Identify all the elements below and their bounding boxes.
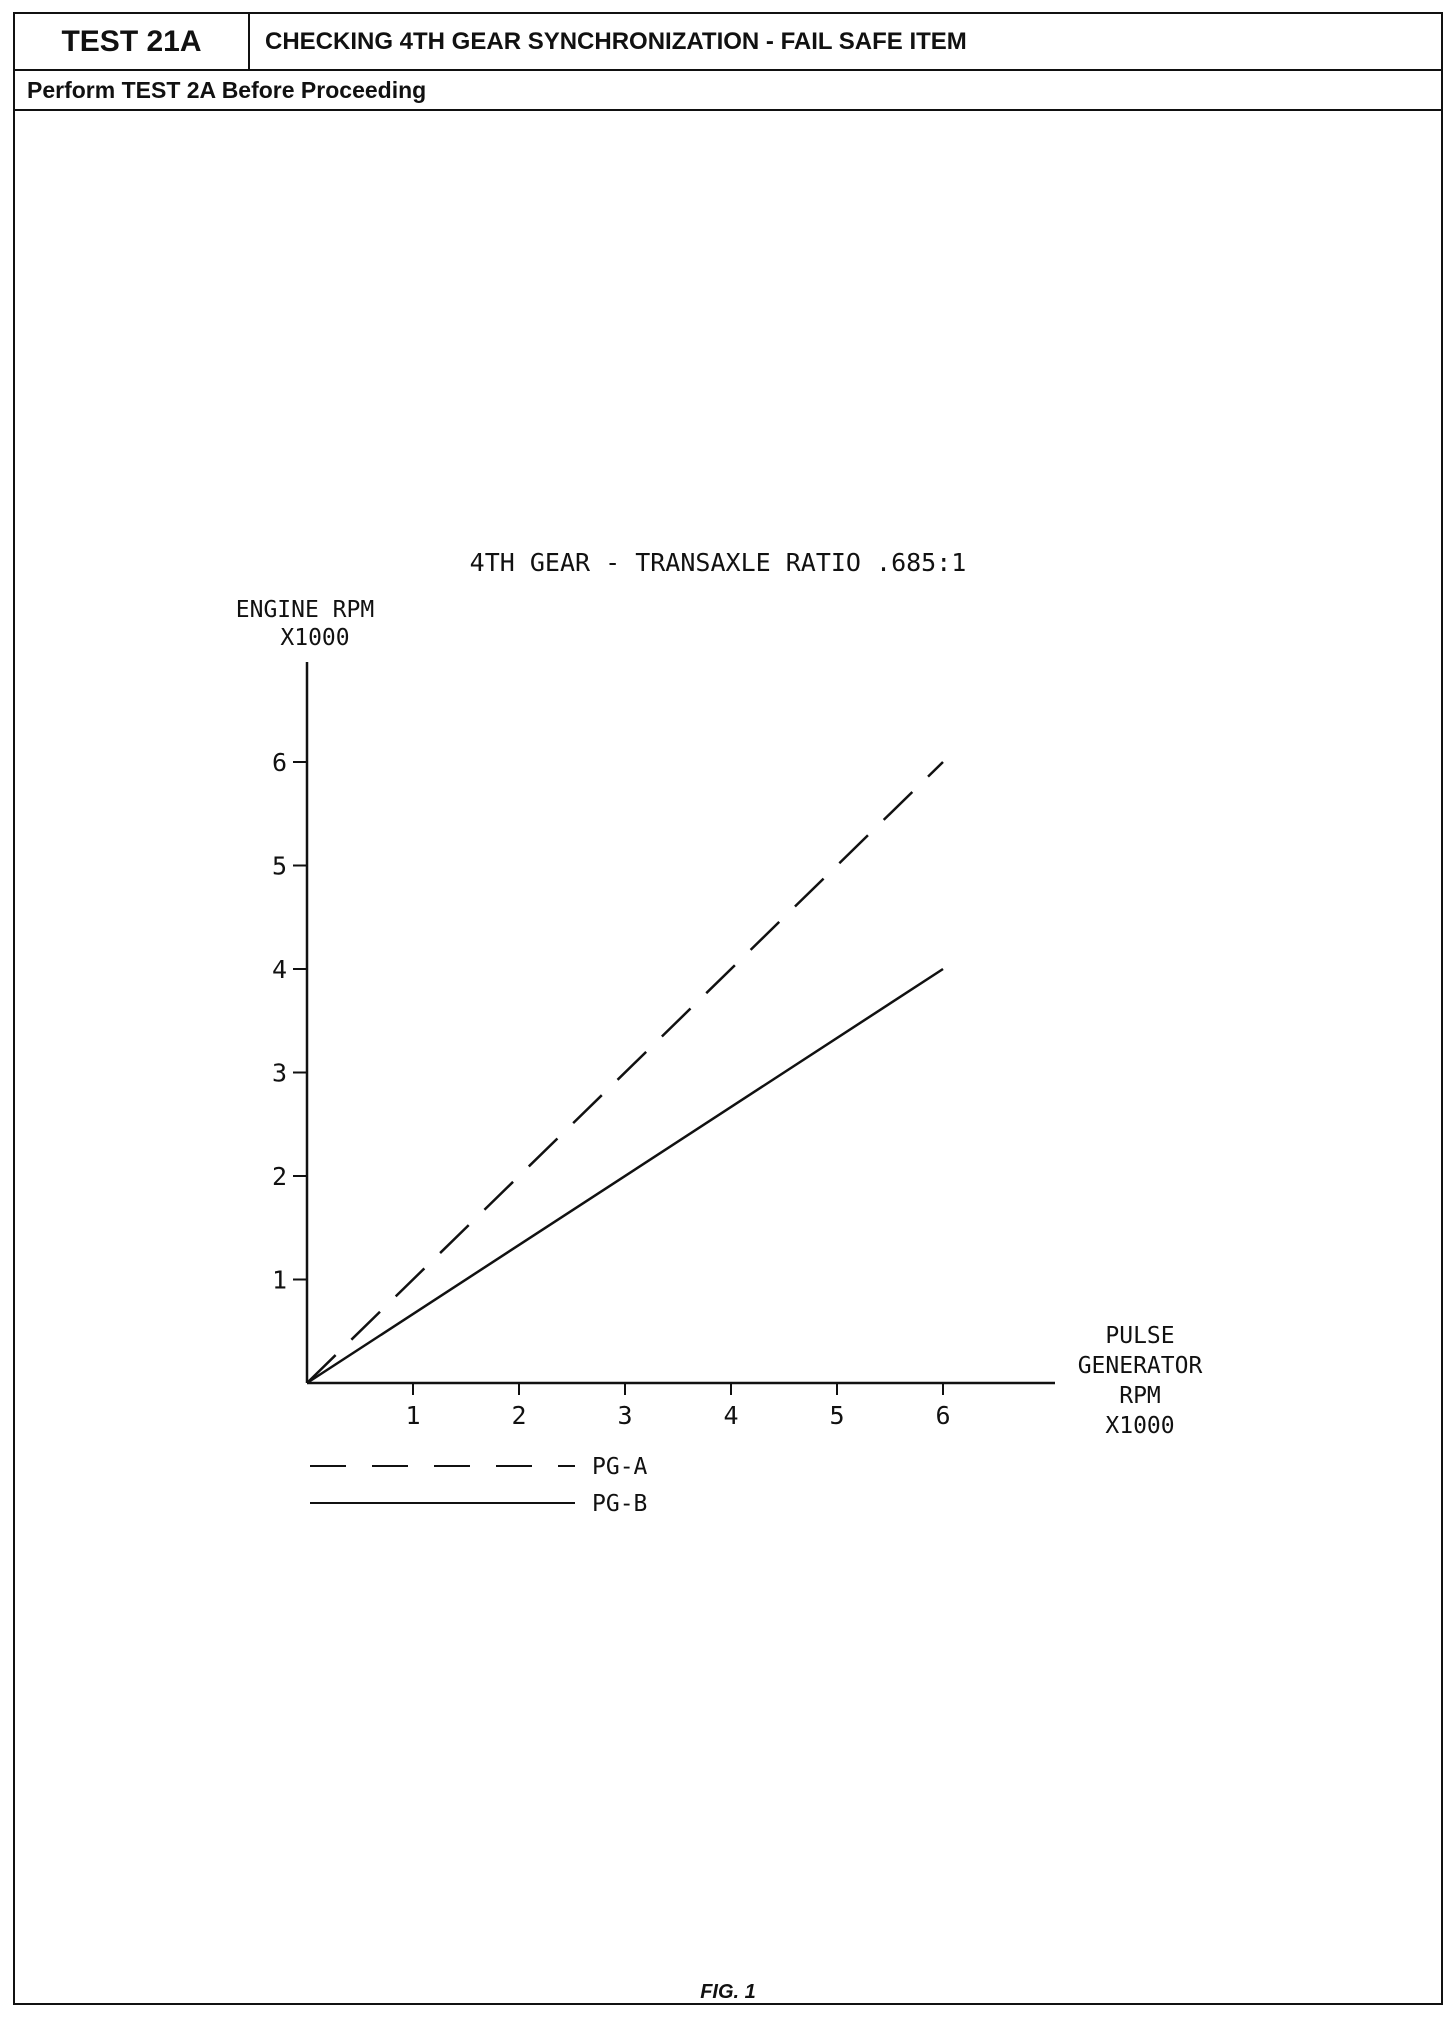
y-axis-label-line1: ENGINE RPM bbox=[235, 597, 375, 623]
x-axis-label-line: RPM bbox=[1119, 1383, 1161, 1409]
y-tick-label: 6 bbox=[271, 748, 287, 777]
y-tick-label: 5 bbox=[271, 851, 287, 881]
y-tick-label: 4 bbox=[271, 955, 287, 984]
x-tick-label: 6 bbox=[935, 1401, 951, 1430]
series-lines bbox=[307, 762, 943, 1383]
x-axis-label-line: GENERATOR bbox=[1077, 1353, 1203, 1379]
x-axis-label-line: PULSE bbox=[1105, 1323, 1175, 1349]
figure-caption: FIG. 1 bbox=[700, 1981, 756, 2003]
y-axis-label-line2: X1000 bbox=[280, 625, 350, 651]
x-tick-label: 5 bbox=[829, 1401, 845, 1430]
x-axis-label-line: X1000 bbox=[1105, 1413, 1175, 1439]
test-id: TEST 21A bbox=[15, 14, 250, 69]
x-tick-label: 1 bbox=[405, 1401, 421, 1430]
legend bbox=[310, 1454, 648, 1517]
x-axis-label bbox=[1078, 1323, 1203, 1439]
series-line-pg-b bbox=[307, 969, 943, 1383]
prerequisite-note: Perform TEST 2A Before Proceeding bbox=[27, 77, 427, 103]
chart-title: 4TH GEAR - TRANSAXLE RATIO .685:1 bbox=[469, 548, 967, 577]
y-tick-label: 3 bbox=[271, 1058, 287, 1088]
axis-ticks bbox=[272, 748, 951, 1430]
legend-label: PG-A bbox=[592, 1454, 648, 1480]
y-tick-label: 2 bbox=[271, 1162, 287, 1191]
test-title: CHECKING 4TH GEAR SYNCHRONIZATION - FAIL SAFE ITEM bbox=[265, 28, 967, 55]
x-tick-label: 2 bbox=[511, 1401, 527, 1430]
series-line-pg-a bbox=[307, 762, 943, 1383]
x-tick-label: 4 bbox=[723, 1401, 739, 1430]
x-tick-label: 3 bbox=[617, 1401, 633, 1430]
legend-label: PG-B bbox=[592, 1491, 648, 1517]
y-tick-label: 1 bbox=[271, 1265, 287, 1295]
